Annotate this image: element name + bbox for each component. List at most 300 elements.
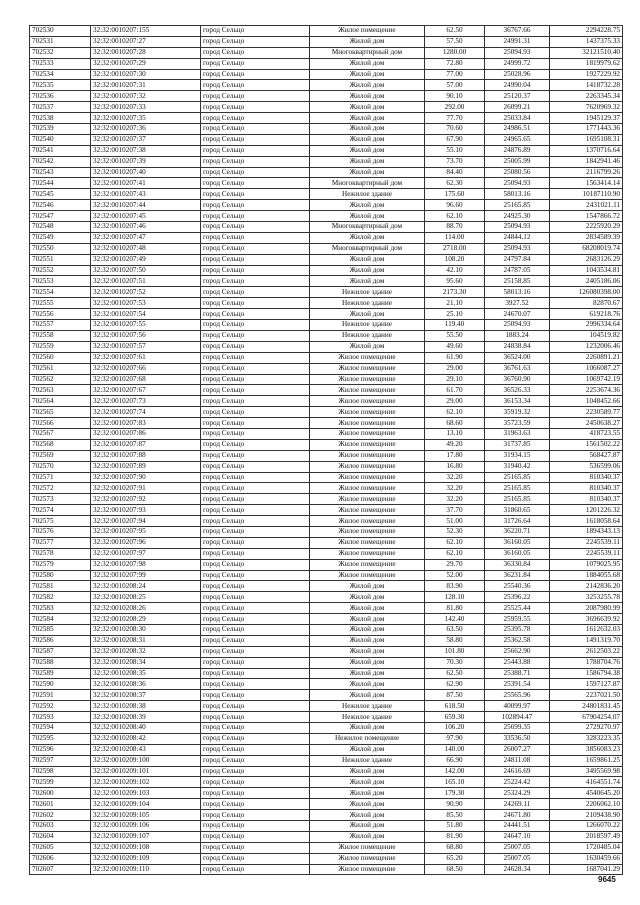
object-type-cell: Нежилое здание [310,298,425,309]
table-row [30,624,623,635]
location-cell: город Сельцо [201,385,310,396]
area-cell: 81.80 [425,603,485,614]
cadastral-number-cell: 32:32:0010207:28 [91,47,201,58]
table-row [30,733,623,744]
specific-value-cell: 25396.22 [485,592,550,603]
location-cell: город Сельцо [201,145,310,156]
record-number-cell: 702542 [30,156,91,167]
location-cell: город Сельцо [201,309,310,320]
specific-value-cell: 24787.05 [485,265,550,276]
object-type-cell: Жилое помещение [310,363,425,374]
specific-value-cell: 25094.93 [485,178,550,189]
location-cell: город Сельцо [201,483,310,494]
record-number-cell: 702587 [30,646,91,657]
specific-value-cell: 36526.33 [485,385,550,396]
table-row [30,418,623,429]
cadastral-value-cell: 1069742.19 [550,374,623,385]
cadastral-number-cell: 32:32:0010208:24 [91,581,201,592]
cadastral-value-cell: 2253674.36 [550,385,623,396]
cadastral-value-cell: 104519.82 [550,330,623,341]
table-row [30,668,623,679]
object-type-cell: Жилой дом [310,276,425,287]
location-cell: город Сельцо [201,222,310,233]
cadastral-value-cell: 2996334.64 [550,320,623,331]
cadastral-value-cell: 1687041.29 [550,864,623,875]
location-cell: город Сельцо [201,494,310,505]
record-number-cell: 702593 [30,712,91,723]
cadastral-number-cell: 32:32:0010208:35 [91,668,201,679]
specific-value-cell: 25094.93 [485,243,550,254]
area-cell: 142.00 [425,766,485,777]
cadastral-value-cell: 2834589.39 [550,232,623,243]
specific-value-cell: 102894.47 [485,712,550,723]
object-type-cell: Жилое помещение [310,570,425,581]
object-type-cell: Нежилое здание [310,320,425,331]
record-number-cell: 702605 [30,842,91,853]
area-cell: 21.10 [425,298,485,309]
object-type-cell: Жилой дом [310,821,425,832]
cadastral-number-cell: 32:32:0010207:61 [91,352,201,363]
specific-value-cell: 25165.85 [485,200,550,211]
location-cell: город Сельцо [201,810,310,821]
location-cell: город Сельцо [201,559,310,570]
table-row [30,287,623,298]
object-type-cell: Жилой дом [310,80,425,91]
area-cell: 49.20 [425,439,485,450]
cadastral-number-cell: 32:32:0010207:55 [91,320,201,331]
record-number-cell: 702581 [30,581,91,592]
record-number-cell: 702586 [30,635,91,646]
object-type-cell: Жилой дом [310,265,425,276]
registry-table [29,25,623,875]
location-cell: город Сельцо [201,657,310,668]
area-cell: 2173.30 [425,287,485,298]
table-row [30,47,623,58]
location-cell: город Сельцо [201,505,310,516]
location-cell: город Сельцо [201,450,310,461]
record-number-cell: 702548 [30,222,91,233]
table-row [30,690,623,701]
area-cell: 68.80 [425,842,485,853]
area-cell: 32.20 [425,472,485,483]
specific-value-cell: 25033.84 [485,113,550,124]
cadastral-number-cell: 32:32:0010207:89 [91,461,201,472]
registry-table-body [30,26,623,875]
location-cell: город Сельцо [201,80,310,91]
specific-value-cell: 25443.88 [485,657,550,668]
table-row [30,407,623,418]
cadastral-number-cell: 32:32:0010209:101 [91,766,201,777]
cadastral-number-cell: 32:32:0010207:91 [91,483,201,494]
area-cell: 62.10 [425,537,485,548]
location-cell: город Сельцо [201,733,310,744]
object-type-cell: Жилой дом [310,646,425,657]
cadastral-number-cell: 32:32:0010207:40 [91,167,201,178]
area-cell: 128.10 [425,592,485,603]
cadastral-number-cell: 32:32:0010207:48 [91,243,201,254]
table-row [30,744,623,755]
record-number-cell: 702580 [30,570,91,581]
specific-value-cell: 36153.34 [485,396,550,407]
object-type-cell: Жилой дом [310,167,425,178]
specific-value-cell: 25699.35 [485,723,550,734]
record-number-cell: 702601 [30,799,91,810]
object-type-cell: Жилой дом [310,788,425,799]
cadastral-value-cell: 1370716.64 [550,145,623,156]
object-type-cell: Жилой дом [310,113,425,124]
record-number-cell: 702557 [30,320,91,331]
area-cell: 77.70 [425,113,485,124]
specific-value-cell: 24269.11 [485,799,550,810]
record-number-cell: 702583 [30,603,91,614]
location-cell: город Сельцо [201,47,310,58]
specific-value-cell: 25362.58 [485,635,550,646]
location-cell: город Сельцо [201,276,310,287]
table-row [30,646,623,657]
record-number-cell: 702577 [30,537,91,548]
record-number-cell: 702594 [30,723,91,734]
area-cell: 101.80 [425,646,485,657]
cadastral-number-cell: 32:32:0010207:50 [91,265,201,276]
record-number-cell: 702564 [30,396,91,407]
area-cell: 81.90 [425,831,485,842]
cadastral-number-cell: 32:32:0010207:52 [91,287,201,298]
cadastral-number-cell: 32:32:0010207:68 [91,374,201,385]
cadastral-number-cell: 32:32:0010208:43 [91,744,201,755]
specific-value-cell: 24925.30 [485,211,550,222]
specific-value-cell: 3927.52 [485,298,550,309]
table-row [30,156,623,167]
cadastral-number-cell: 32:32:0010207:31 [91,80,201,91]
object-type-cell: Жилой дом [310,635,425,646]
area-cell: 55.50 [425,330,485,341]
table-row [30,766,623,777]
object-type-cell: Жилое помещение [310,537,425,548]
cadastral-value-cell: 24801831.45 [550,701,623,712]
cadastral-number-cell: 32:32:0010207:97 [91,548,201,559]
cadastral-value-cell: 1561502.22 [550,439,623,450]
area-cell: 73.70 [425,156,485,167]
cadastral-value-cell: 1819979.62 [550,58,623,69]
object-type-cell: Жилой дом [310,102,425,113]
cadastral-value-cell: 3696639.92 [550,614,623,625]
location-cell: город Сельцо [201,853,310,864]
cadastral-number-cell: 32:32:0010207:33 [91,102,201,113]
location-cell: город Сельцо [201,592,310,603]
table-row [30,222,623,233]
table-row [30,26,623,37]
location-cell: город Сельцо [201,821,310,832]
object-type-cell: Жилое помещение [310,494,425,505]
location-cell: город Сельцо [201,26,310,37]
area-cell: 142.40 [425,614,485,625]
table-row [30,537,623,548]
specific-value-cell: 31860.65 [485,505,550,516]
area-cell: 16.80 [425,461,485,472]
area-cell: 52.30 [425,526,485,537]
table-row [30,614,623,625]
cadastral-number-cell: 32:32:0010207:41 [91,178,201,189]
cadastral-value-cell: 3283223.35 [550,733,623,744]
object-type-cell: Жилое помещение [310,407,425,418]
location-cell: город Сельцо [201,624,310,635]
cadastral-value-cell: 1043534.81 [550,265,623,276]
cadastral-value-cell: 1695108.31 [550,134,623,145]
specific-value-cell: 24647.10 [485,831,550,842]
area-cell: 67.90 [425,134,485,145]
area-cell: 17.80 [425,450,485,461]
table-row [30,494,623,505]
specific-value-cell: 36761.63 [485,363,550,374]
specific-value-cell: 24876.89 [485,145,550,156]
location-cell: город Сельцо [201,298,310,309]
cadastral-value-cell: 1659861.25 [550,755,623,766]
specific-value-cell: 25028.96 [485,69,550,80]
specific-value-cell: 25005.99 [485,156,550,167]
table-row [30,777,623,788]
location-cell: город Сельцо [201,799,310,810]
table-row [30,145,623,156]
cadastral-number-cell: 32:32:0010207:30 [91,69,201,80]
specific-value-cell: 36220.71 [485,526,550,537]
cadastral-value-cell: 2116799.26 [550,167,623,178]
cadastral-value-cell: 2450638.27 [550,418,623,429]
cadastral-value-cell: 68208019.74 [550,243,623,254]
cadastral-value-cell: 1491319.70 [550,635,623,646]
specific-value-cell: 24671.80 [485,810,550,821]
area-cell: 68.60 [425,418,485,429]
record-number-cell: 702588 [30,657,91,668]
record-number-cell: 702591 [30,690,91,701]
object-type-cell: Жилое помещение [310,418,425,429]
location-cell: город Сельцо [201,287,310,298]
area-cell: 90.90 [425,799,485,810]
cadastral-number-cell: 32:32:0010207:38 [91,145,201,156]
object-type-cell: Жилой дом [310,309,425,320]
location-cell: город Сельцо [201,744,310,755]
cadastral-value-cell: 7620969.32 [550,102,623,113]
cadastral-value-cell: 418723.55 [550,428,623,439]
specific-value-cell: 36231.84 [485,570,550,581]
object-type-cell: Жилое помещение [310,853,425,864]
table-row [30,810,623,821]
area-cell: 61.90 [425,352,485,363]
specific-value-cell: 25094.93 [485,222,550,233]
location-cell: город Сельцо [201,134,310,145]
cadastral-value-cell: 1266070.22 [550,821,623,832]
record-number-cell: 702571 [30,472,91,483]
cadastral-value-cell: 2087980.99 [550,603,623,614]
record-number-cell: 702555 [30,298,91,309]
record-number-cell: 702590 [30,679,91,690]
specific-value-cell: 25224.42 [485,777,550,788]
area-cell: 88.70 [425,222,485,233]
record-number-cell: 702597 [30,755,91,766]
location-cell: город Сельцо [201,439,310,450]
table-row [30,265,623,276]
object-type-cell: Жилое помещение [310,483,425,494]
location-cell: город Сельцо [201,374,310,385]
location-cell: город Сельцо [201,320,310,331]
specific-value-cell: 25540.36 [485,581,550,592]
specific-value-cell: 24991.31 [485,36,550,47]
object-type-cell: Жилое помещение [310,864,425,875]
specific-value-cell: 25007.05 [485,842,550,853]
area-cell: 90.10 [425,91,485,102]
object-type-cell: Жилое помещение [310,526,425,537]
cadastral-value-cell: 2294228.75 [550,26,623,37]
table-row [30,592,623,603]
cadastral-number-cell: 32:32:0010209:106 [91,821,201,832]
table-row [30,548,623,559]
object-type-cell: Жилое помещение [310,439,425,450]
record-number-cell: 702549 [30,232,91,243]
cadastral-value-cell: 2405186.06 [550,276,623,287]
location-cell: город Сельцо [201,232,310,243]
cadastral-number-cell: 32:32:0010208:32 [91,646,201,657]
object-type-cell: Жилой дом [310,232,425,243]
object-type-cell: Жилое помещение [310,548,425,559]
area-cell: 29.00 [425,396,485,407]
table-row [30,80,623,91]
cadastral-number-cell: 32:32:0010209:108 [91,842,201,853]
object-type-cell: Жилой дом [310,831,425,842]
location-cell: город Сельцо [201,102,310,113]
object-type-cell: Жилое помещение [310,450,425,461]
area-cell: 72.80 [425,58,485,69]
location-cell: город Сельцо [201,537,310,548]
cadastral-value-cell: 1771443.36 [550,124,623,135]
record-number-cell: 702560 [30,352,91,363]
object-type-cell: Жилое помещение [310,396,425,407]
cadastral-number-cell: 32:32:0010208:34 [91,657,201,668]
object-type-cell: Жилой дом [310,58,425,69]
location-cell: город Сельцо [201,396,310,407]
record-number-cell: 702538 [30,113,91,124]
table-row [30,243,623,254]
table-row [30,189,623,200]
table-row [30,58,623,69]
location-cell: город Сельцо [201,570,310,581]
area-cell: 77.00 [425,69,485,80]
record-number-cell: 702585 [30,624,91,635]
table-row [30,330,623,341]
area-cell: 62.50 [425,668,485,679]
location-cell: город Сельцо [201,679,310,690]
table-row [30,428,623,439]
table-row [30,799,623,810]
specific-value-cell: 25565.96 [485,690,550,701]
location-cell: город Сельцо [201,69,310,80]
cadastral-number-cell: 32:32:0010207:29 [91,58,201,69]
cadastral-number-cell: 32:32:0010209:109 [91,853,201,864]
cadastral-value-cell: 2431021.11 [550,200,623,211]
cadastral-value-cell: 2683126.29 [550,254,623,265]
record-number-cell: 702533 [30,58,91,69]
object-type-cell: Жилое помещение [310,428,425,439]
cadastral-number-cell: 32:32:0010207:95 [91,526,201,537]
location-cell: город Сельцо [201,864,310,875]
object-type-cell: Многоквартирный дом [310,243,425,254]
object-type-cell: Нежилое здание [310,755,425,766]
record-number-cell: 702569 [30,450,91,461]
cadastral-value-cell: 1842941.46 [550,156,623,167]
record-number-cell: 702563 [30,385,91,396]
specific-value-cell: 36160.05 [485,548,550,559]
cadastral-value-cell: 3495569.98 [550,766,623,777]
cadastral-value-cell: 1418732.28 [550,80,623,91]
specific-value-cell: 25007.05 [485,853,550,864]
area-cell: 65.20 [425,853,485,864]
location-cell: город Сельцо [201,526,310,537]
area-cell: 2718.00 [425,243,485,254]
record-number-cell: 702543 [30,167,91,178]
cadastral-value-cell: 536599.06 [550,461,623,472]
area-cell: 119.40 [425,320,485,331]
specific-value-cell: 25959.55 [485,614,550,625]
object-type-cell: Жилой дом [310,679,425,690]
cadastral-number-cell: 32:32:0010207:67 [91,385,201,396]
object-type-cell: Жилое помещение [310,461,425,472]
table-row [30,483,623,494]
table-row [30,842,623,853]
object-type-cell: Жилой дом [310,124,425,135]
cadastral-number-cell: 32:32:0010207:32 [91,91,201,102]
cadastral-value-cell: 1547866.72 [550,211,623,222]
record-number-cell: 702574 [30,505,91,516]
cadastral-value-cell: 82870.67 [550,298,623,309]
specific-value-cell: 25165.85 [485,483,550,494]
cadastral-value-cell: 2263345.34 [550,91,623,102]
location-cell: город Сельцо [201,603,310,614]
cadastral-value-cell: 2018597.49 [550,831,623,842]
cadastral-value-cell: 2230589.77 [550,407,623,418]
specific-value-cell: 33536.50 [485,733,550,744]
location-cell: город Сельцо [201,113,310,124]
record-number-cell: 702551 [30,254,91,265]
location-cell: город Сельцо [201,58,310,69]
area-cell: 70.60 [425,124,485,135]
cadastral-number-cell: 32:32:0010209:104 [91,799,201,810]
record-number-cell: 702584 [30,614,91,625]
object-type-cell: Жилой дом [310,145,425,156]
location-cell: город Сельцо [201,407,310,418]
area-cell: 292.00 [425,102,485,113]
table-row [30,603,623,614]
area-cell: 85.50 [425,810,485,821]
record-number-cell: 702572 [30,483,91,494]
cadastral-number-cell: 32:32:0010207:47 [91,232,201,243]
location-cell: город Сельцо [201,254,310,265]
specific-value-cell: 25525.44 [485,603,550,614]
cadastral-number-cell: 32:32:0010207:98 [91,559,201,570]
specific-value-cell: 25165.85 [485,472,550,483]
record-number-cell: 702532 [30,47,91,58]
cadastral-value-cell: 2729270.97 [550,723,623,734]
specific-value-cell: 25094.93 [485,320,550,331]
specific-value-cell: 31726.64 [485,516,550,527]
record-number-cell: 702534 [30,69,91,80]
cadastral-value-cell: 1884055.68 [550,570,623,581]
location-cell: город Сельцо [201,91,310,102]
area-cell: 618.50 [425,701,485,712]
record-number-cell: 702595 [30,733,91,744]
object-type-cell: Многоквартирный дом [310,178,425,189]
cadastral-value-cell: 67904254.07 [550,712,623,723]
cadastral-value-cell: 1066087.27 [550,363,623,374]
area-cell: 62.10 [425,548,485,559]
table-row [30,570,623,581]
